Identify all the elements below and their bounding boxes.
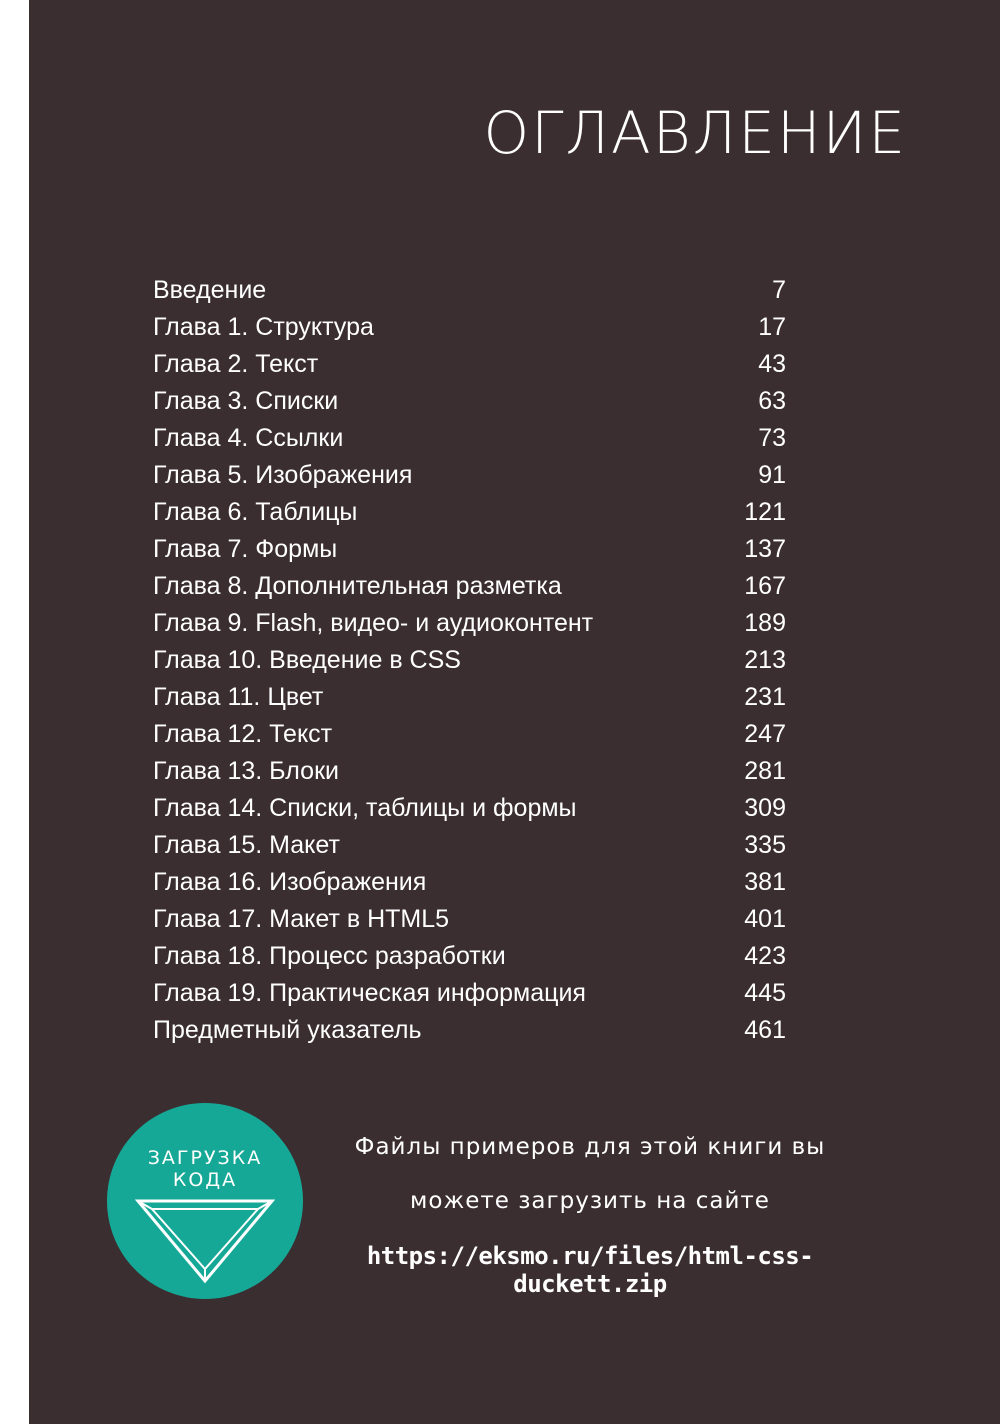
toc-entry-page: 63: [758, 387, 786, 415]
toc-entry-page: 281: [744, 757, 786, 785]
toc-entry: [153, 827, 786, 864]
badge-line-2: КОДА: [172, 1169, 238, 1191]
table-of-contents: [153, 272, 786, 1049]
toc-entry-page: 461: [744, 1016, 786, 1044]
toc-entry: [153, 938, 786, 975]
toc-entry: [153, 420, 786, 457]
toc-entry-label: Глава 15. Макет: [153, 831, 340, 859]
toc-entry: [153, 1012, 786, 1049]
toc-entry-label: Глава 18. Процесс разработки: [153, 942, 506, 970]
toc-entry-page: 381: [744, 868, 786, 896]
download-text-line-1: Файлы примеров для этой книги вы: [354, 1134, 826, 1160]
badge-line-1: ЗАГРУЗКА: [147, 1147, 263, 1169]
toc-entry-page: 231: [744, 683, 786, 711]
toc-entry-page: 401: [744, 905, 786, 933]
download-text-line-2: можете загрузить на сайте: [410, 1188, 770, 1214]
toc-entry-page: 247: [744, 720, 786, 748]
toc-entry-label: Глава 11. Цвет: [153, 683, 324, 711]
toc-entry: [153, 568, 786, 605]
toc-entry: [153, 679, 786, 716]
toc-entry-label: Глава 7. Формы: [153, 535, 338, 563]
toc-entry-label: Глава 16. Изображения: [153, 868, 427, 896]
toc-entry-label: Глава 19. Практическая информация: [153, 979, 586, 1007]
toc-entry-label: Глава 1. Структура: [153, 313, 374, 341]
toc-entry-label: Глава 10. Введение в CSS: [153, 646, 461, 674]
page-title: ОГЛАВЛЕНИЕ: [483, 99, 907, 167]
download-url-link[interactable]: https://eksmo.ru/files/html-css-duckett.zip: [366, 1242, 814, 1298]
download-triangle-icon: [135, 1197, 275, 1287]
toc-entry-label: Глава 6. Таблицы: [153, 498, 358, 526]
code-download-badge: [107, 1103, 303, 1299]
toc-entry: [153, 272, 786, 309]
toc-entry: [153, 346, 786, 383]
toc-entry-page: 213: [744, 646, 786, 674]
toc-entry-label: Глава 5. Изображения: [153, 461, 413, 489]
toc-entry-page: 137: [744, 535, 786, 563]
toc-entry-page: 445: [744, 979, 786, 1007]
toc-entry: [153, 457, 786, 494]
toc-entry: [153, 753, 786, 790]
toc-entry-page: 309: [744, 794, 786, 822]
toc-entry: [153, 864, 786, 901]
toc-entry: [153, 309, 786, 346]
toc-entry-page: 91: [758, 461, 786, 489]
toc-entry: [153, 383, 786, 420]
toc-entry-page: 73: [758, 424, 786, 452]
toc-entry-label: Глава 3. Списки: [153, 387, 339, 415]
toc-entry-label: Глава 9. Flash, видео- и аудиоконтент: [153, 609, 594, 637]
toc-entry-label: Предметный указатель: [153, 1016, 422, 1044]
toc-entry-page: 17: [758, 313, 786, 341]
toc-entry-page: 189: [744, 609, 786, 637]
toc-entry: [153, 790, 786, 827]
toc-entry-label: Введение: [153, 276, 267, 304]
toc-entry-page: 167: [744, 572, 786, 600]
toc-entry-label: Глава 17. Макет в HTML5: [153, 905, 450, 933]
toc-entry-label: Глава 8. Дополнительная разметка: [153, 572, 562, 600]
toc-entry-label: Глава 12. Текст: [153, 720, 333, 748]
toc-entry: [153, 494, 786, 531]
toc-entry: [153, 901, 786, 938]
toc-entry: [153, 531, 786, 568]
toc-entry: [153, 605, 786, 642]
toc-entry: [153, 975, 786, 1012]
toc-entry: [153, 716, 786, 753]
toc-entry-page: 121: [744, 498, 786, 526]
toc-entry-page: 335: [744, 831, 786, 859]
toc-entry-label: Глава 14. Списки, таблицы и формы: [153, 794, 577, 822]
toc-entry-label: Глава 2. Текст: [153, 350, 319, 378]
toc-entry-page: 7: [772, 276, 786, 304]
toc-entry-page: 43: [758, 350, 786, 378]
toc-entry-label: Глава 4. Ссылки: [153, 424, 344, 452]
toc-entry: [153, 642, 786, 679]
toc-entry-label: Глава 13. Блоки: [153, 757, 339, 785]
toc-entry-page: 423: [744, 942, 786, 970]
